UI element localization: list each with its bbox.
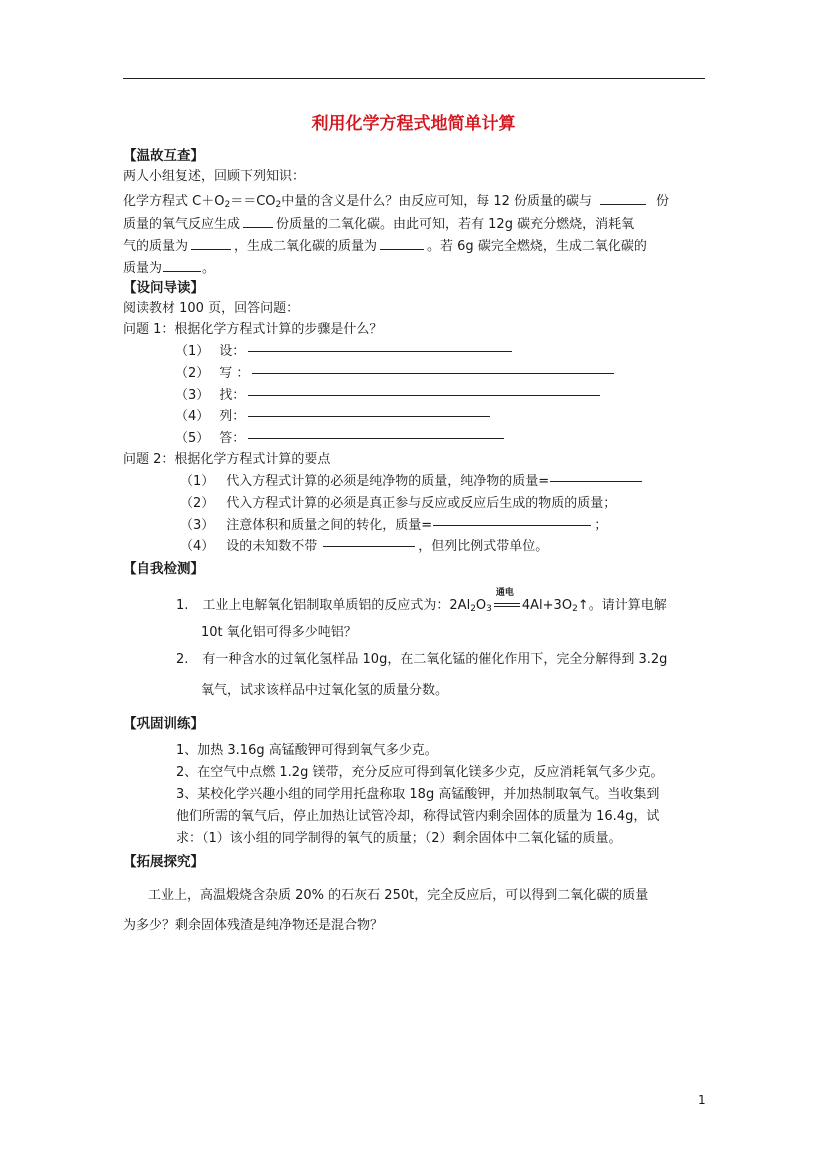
step-number: （2） — [175, 366, 210, 381]
answer-line[interactable] — [433, 525, 591, 526]
header-rule — [123, 78, 705, 79]
step-label: 答： — [219, 431, 246, 446]
fill-blank[interactable] — [191, 236, 231, 250]
point-4 — [180, 538, 548, 556]
answer-line[interactable] — [248, 438, 504, 439]
point-2 — [180, 495, 616, 513]
question-2: 问题 2：根据化学方程式计算的要点 — [123, 452, 331, 467]
answer-line[interactable] — [248, 395, 600, 396]
fill-blank[interactable] — [380, 236, 424, 250]
point-number: （3） — [180, 518, 215, 533]
page-number: 1 — [698, 1093, 706, 1107]
text: 有一种含水的过氧化氢样品 10g，在二氧化锰的催化作用下，完全分解得到 3.2g — [202, 652, 668, 667]
text: O — [475, 598, 487, 613]
text: 份 — [656, 194, 670, 209]
selfcheck-q1-line1 — [176, 588, 667, 618]
subscript: 2 — [224, 200, 231, 210]
step-label: 设： — [219, 344, 246, 359]
text: 质量为 — [123, 261, 163, 276]
point-text: ，但列比例式带单位。 — [418, 539, 549, 554]
subscript: 2 — [275, 200, 282, 210]
subscript: 2 — [470, 604, 476, 614]
point-text: 代入方程式计算的必须是纯净物的质量，纯净物的质量= — [226, 474, 550, 489]
step-number: （5） — [175, 431, 210, 446]
selfcheck-q1-line2: 10t 氧化铝可得多少吨铝？ — [201, 625, 357, 640]
practice-item-1: 1、加热 3.16g 高锰酸钾可得到氧气多少克。 — [176, 743, 438, 758]
text: ，生成二氧化碳的质量为 — [234, 239, 378, 254]
step-number: （1） — [175, 344, 210, 359]
subscript: 2 — [572, 604, 578, 614]
step-2 — [175, 365, 614, 383]
step-label: 列： — [219, 409, 246, 424]
practice-item-3-line1: 3、某校化学兴趣小组的同学用托盘称取 18g 高锰酸钾，并加热制取氧气。当收集到 — [176, 787, 660, 802]
section-heading-guide: 【设问导读】 — [123, 280, 204, 296]
text: 。 — [202, 261, 216, 276]
extend-line-1: 工业上，高温煅烧含杂质 20% 的石灰石 250t，完全反应后，可以得到二氧化碳的质量 — [148, 888, 649, 903]
text: 工业上电解氧化铝制取单质铝的反应式为：2Al — [202, 598, 471, 613]
step-label: 找： — [219, 388, 246, 403]
point-3 — [180, 517, 607, 535]
review-intro: 两人小组复述，回顾下列知识： — [123, 169, 306, 184]
answer-line[interactable] — [248, 351, 512, 352]
point-text: 注意体积和质量之间的转化，质量= — [226, 518, 433, 533]
extend-line-2: 为多少？剩余固体残渣是纯净物还是混合物？ — [123, 918, 384, 933]
document-title: 利用化学方程式地简单计算 — [311, 114, 516, 134]
text: 化学方程式 C＋O — [123, 194, 225, 209]
point-number: （4） — [180, 539, 215, 554]
practice-item-3-line3: 求：（1）该小组的同学制得的氧气的质量；（2）剩余固体中二氧化锰的质量。 — [176, 831, 622, 846]
fill-blank[interactable] — [600, 191, 646, 205]
step-number: （4） — [175, 409, 210, 424]
fill-blank[interactable] — [163, 258, 201, 272]
point-text: ； — [594, 518, 608, 533]
section-heading-selfcheck: 【自我检测】 — [123, 561, 204, 577]
equals-sign-electrolysis — [494, 588, 520, 609]
review-line-4 — [123, 258, 215, 278]
step-number: （3） — [175, 388, 210, 403]
step-1 — [175, 343, 512, 361]
guide-intro: 阅读教材 100 页，回答问题： — [123, 301, 300, 316]
section-heading-practice: 【巩固训练】 — [123, 716, 204, 732]
question-1: 问题 1：根据化学方程式计算的步骤是什么？ — [123, 322, 383, 337]
point-text: 代入方程式计算的必须是真正参与反应或反应后生成的物质的质量； — [226, 496, 617, 511]
review-line-2 — [123, 214, 634, 234]
review-line-1 — [123, 191, 669, 214]
selfcheck-q2-line2: 氧气，试求该样品中过氧化氢的质量分数。 — [201, 683, 449, 698]
question-number: 2. — [176, 652, 189, 667]
review-line-3 — [123, 236, 647, 256]
text: 4Al+3O — [521, 598, 573, 613]
answer-line[interactable] — [248, 416, 490, 417]
section-heading-review: 【温故互查】 — [123, 148, 204, 164]
condition-label: 通电 — [495, 588, 514, 598]
point-number: （2） — [180, 496, 215, 511]
answer-line[interactable] — [323, 546, 415, 547]
text: ＝＝CO — [230, 194, 276, 209]
point-text: 设的未知数不带 — [226, 539, 318, 554]
text: 中量的含义是什么？由反应可知，每 12 份质量的碳与 — [281, 194, 593, 209]
step-3 — [175, 387, 600, 405]
subscript: 3 — [486, 604, 492, 614]
text: ↑。请计算电解 — [577, 598, 667, 613]
text: 质量的氧气反应生成 — [123, 217, 241, 232]
text: 份质量的二氧化碳。由此可知，若有 12g 碳充分燃烧，消耗氧 — [276, 217, 635, 232]
step-label: 写 ： — [219, 366, 250, 381]
point-number: （1） — [180, 474, 215, 489]
step-4 — [175, 408, 490, 426]
answer-line[interactable] — [550, 481, 642, 482]
section-heading-extend: 【拓展探究】 — [123, 854, 204, 870]
answer-line[interactable] — [252, 373, 614, 374]
fill-blank[interactable] — [243, 214, 273, 228]
point-1 — [180, 473, 642, 491]
question-number: 1. — [176, 598, 189, 613]
step-5 — [175, 430, 504, 448]
practice-item-3-line2: 他们所需的氧气后，停止加热让试管冷却，称得试管内剩余固体的质量为 16.4g，试 — [176, 809, 660, 824]
selfcheck-q2-line1 — [176, 651, 667, 669]
practice-item-2: 2、在空气中点燃 1.2g 镁带，充分反应可得到氧化镁多少克，反应消耗氧气多少克。 — [176, 765, 664, 780]
text: 。若 6g 碳完全燃烧，生成二氧化碳的 — [427, 239, 647, 254]
text: 气的质量为 — [123, 239, 189, 254]
